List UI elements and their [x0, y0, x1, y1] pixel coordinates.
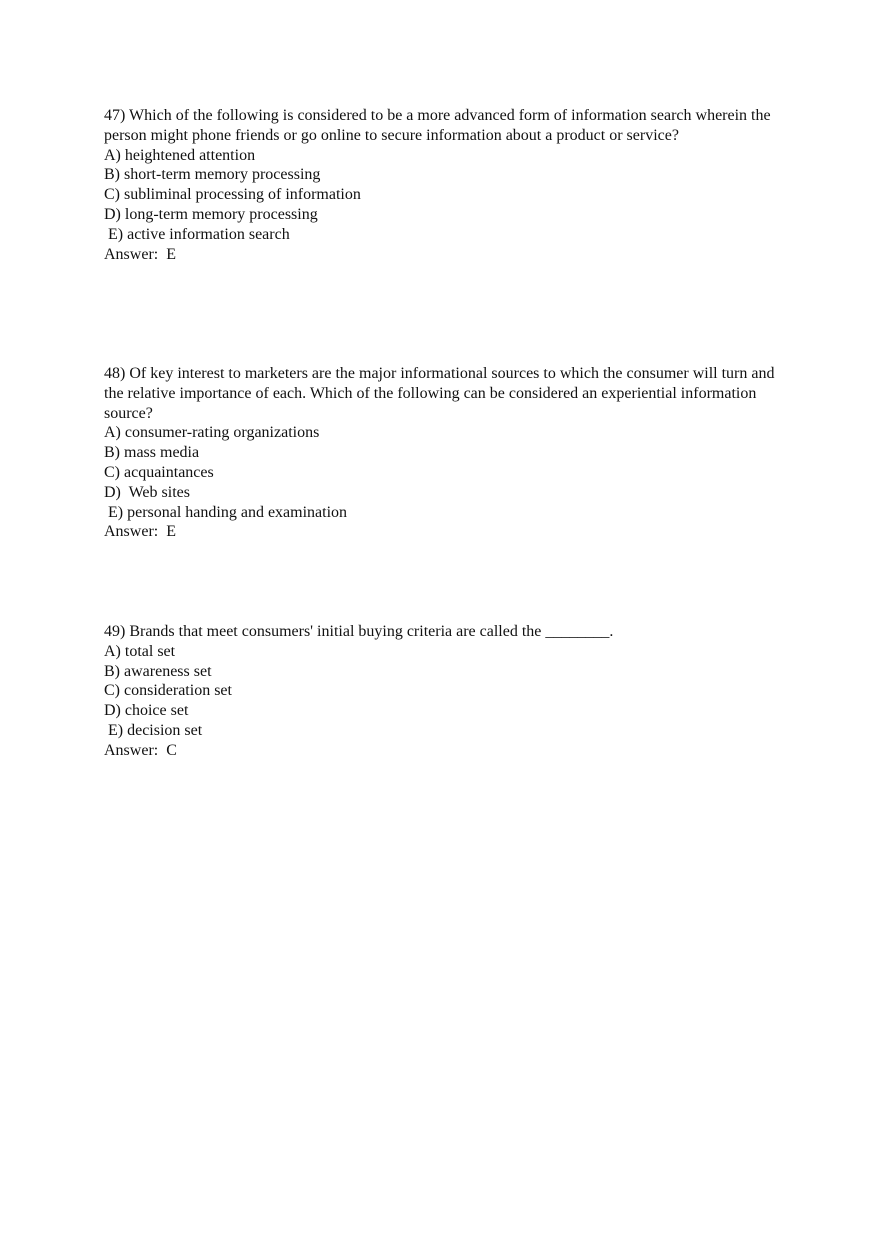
question-48 [104, 364, 784, 542]
question-47 [104, 106, 784, 264]
option-c: C) subliminal processing of information [104, 186, 361, 204]
answer-options [104, 423, 784, 522]
answer-key: Answer: E [104, 245, 176, 263]
option-e: E) active information search [104, 225, 290, 243]
option-c: C) acquaintances [104, 463, 214, 481]
option-a: A) total set [104, 642, 176, 660]
option-a: A) heightened attention [104, 146, 256, 164]
option-b: B) mass media [104, 444, 200, 462]
option-a: A) consumer-rating organizations [104, 424, 320, 442]
option-e: E) decision set [104, 721, 203, 739]
answer-key: Answer: C [104, 741, 177, 759]
option-b: B) awareness set [104, 662, 212, 680]
question-stem: 47) Which of the following is considered to be a more advanced form of information search wherein the person might phone friends or go online to secure information about a product or service? [104, 107, 771, 144]
option-d: D) choice set [104, 702, 189, 720]
question-49 [104, 622, 784, 761]
option-d: D) long-term memory processing [104, 205, 318, 223]
option-d: D) Web sites [104, 483, 190, 501]
option-e: E) personal handing and examination [104, 503, 348, 521]
option-c: C) consideration set [104, 682, 232, 700]
question-stem: 48) Of key interest to marketers are the major informational sources to which the consumer will turn and the relative importance of each. Which of the following can be considered an experiential information source? [104, 365, 775, 422]
answer-options [104, 146, 784, 245]
answer-options [104, 642, 784, 741]
question-stem: 49) Brands that meet consumers' initial buying criteria are called the ________. [104, 623, 614, 640]
option-b: B) short-term memory processing [104, 166, 321, 184]
answer-key: Answer: E [104, 523, 176, 541]
